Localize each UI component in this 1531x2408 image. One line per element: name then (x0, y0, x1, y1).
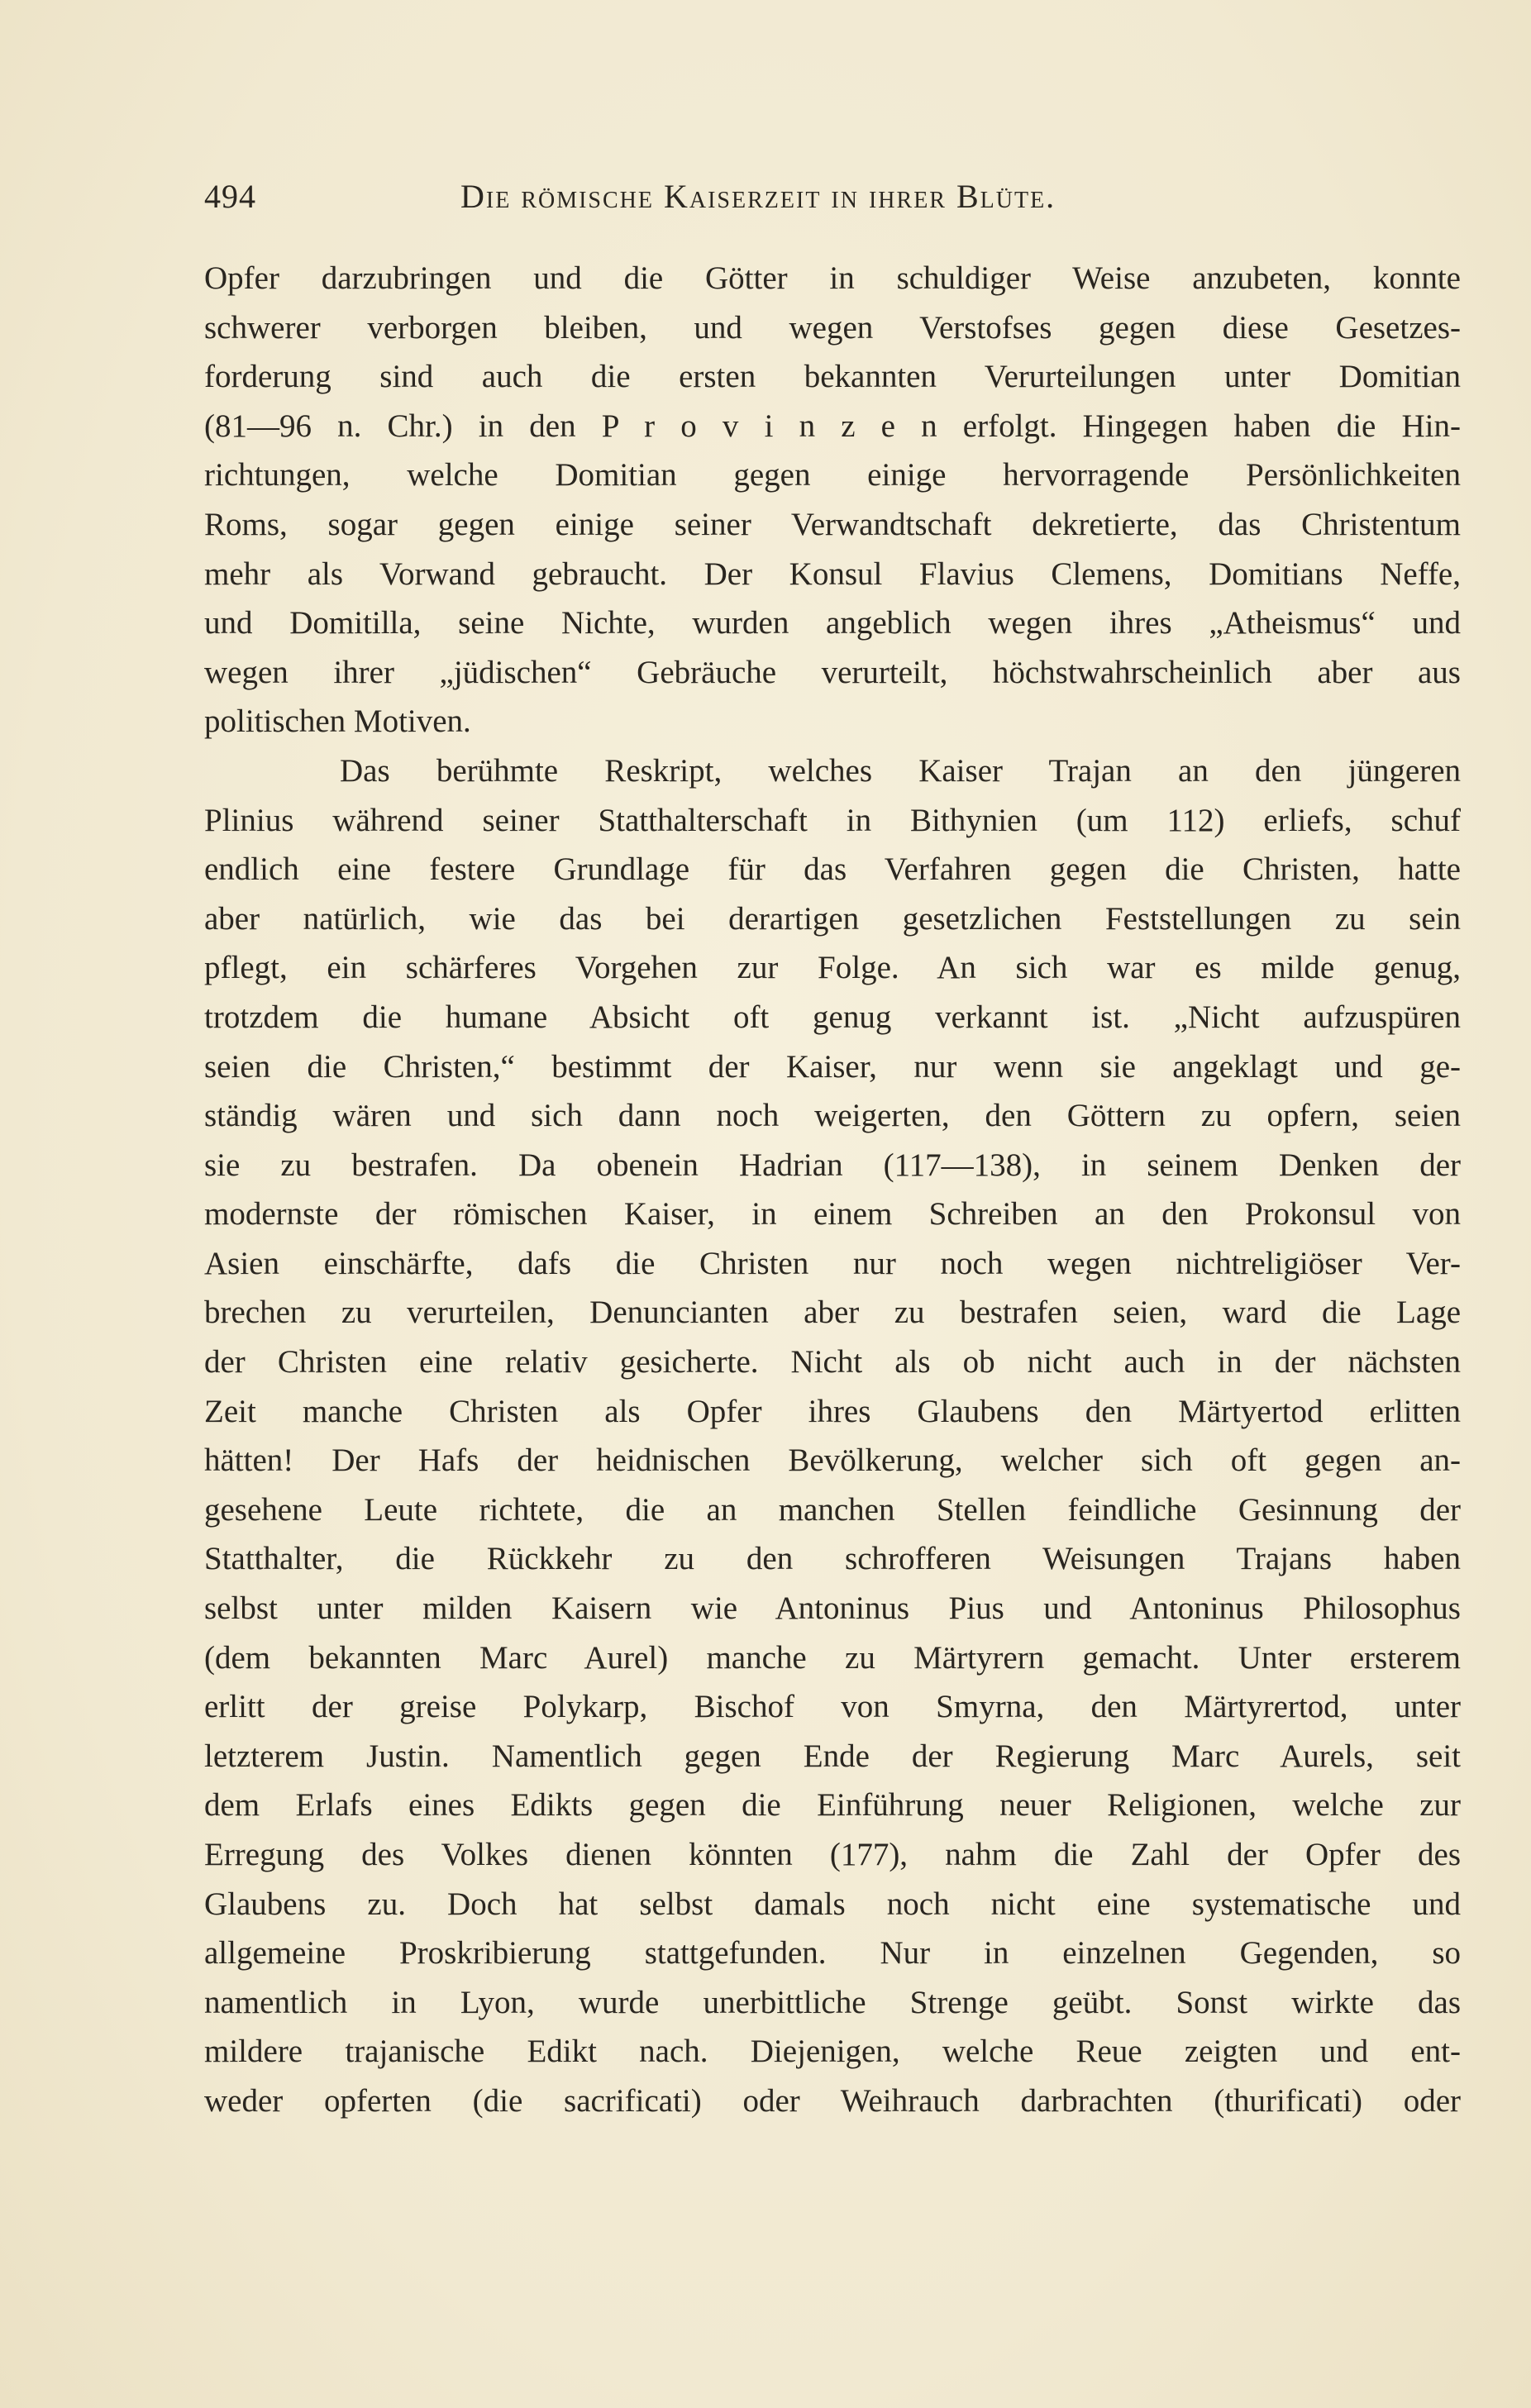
text-line: (81—96 n. Chr.) in den P r o v i n z e n erfolgt. Hingegen haben die Hin- (204, 408, 1461, 444)
text-line: pflegt, ein schärferes Vorgehen zur Folge. An sich war es milde genug, (204, 950, 1461, 986)
text-line: Statthalter, die Rückkehr zu den schrofferen Weisungen Trajans haben (204, 1541, 1461, 1577)
text-line: letzterem Justin. Namentlich gegen Ende der Regierung Marc Aurels, seit (204, 1738, 1461, 1774)
text-line: sie zu bestrafen. Da obenein Hadrian (117—138), in seinem Denken der (204, 1147, 1461, 1183)
text-line: hätten! Der Hafs der heidnischen Bevölkerung, welcher sich oft gegen an- (204, 1442, 1461, 1479)
text-line: Asien einschärfte, dafs die Christen nur noch wegen nichtreligiöser Ver- (204, 1245, 1461, 1281)
text-line: namentlich in Lyon, wurde unerbittliche Strenge geübt. Sonst wirkte das (204, 1984, 1461, 2020)
text-line: forderung sind auch die ersten bekannten Verurteilungen unter Domitian (204, 359, 1461, 395)
text-line: der Christen eine relativ gesicherte. Nicht als ob nicht auch in der nächsten (204, 1344, 1461, 1380)
text-line: wegen ihrer „jüdischen“ Gebräuche verurteilt, höchstwahrscheinlich aber aus (204, 654, 1461, 690)
text-line: gesehene Leute richtete, die an manchen Stellen feindliche Gesinnung der (204, 1491, 1461, 1528)
running-title: Die römische Kaiserzeit in ihrer Blüte. (460, 178, 1056, 215)
text-line: Zeit manche Christen als Opfer ihres Glaubens den Märtyertod erlitten (204, 1393, 1461, 1429)
text-line: ständig wären und sich dann noch weigerten, den Göttern zu opfern, seien (204, 1098, 1461, 1134)
text-line: Erregung des Volkes dienen könnten (177), nahm die Zahl der Opfer des (204, 1837, 1461, 1872)
text-line: mehr als Vorwand gebraucht. Der Konsul Flavius Clemens, Domitians Neffe, (204, 556, 1461, 592)
text-line: und Domitilla, seine Nichte, wurden angeblich wegen ihres „Atheismus“ und (204, 605, 1461, 641)
text-line: dem Erlafs eines Edikts gegen die Einführung neuer Religionen, welche zur (204, 1787, 1461, 1824)
text-line: trotzdem die humane Absicht oft genug verkannt ist. „Nicht aufzuspüren (204, 999, 1461, 1035)
text-line: allgemeine Proskribierung stattgefunden. Nur in einzelnen Gegenden, so (204, 1935, 1461, 1972)
page-header (204, 177, 1265, 218)
text-line: Plinius während seiner Statthalterschaft in Bithynien (um 112) erliefs, schuf (204, 802, 1461, 838)
text-line: richtungen, welche Domitian gegen einige hervorragende Persönlichkeiten (204, 457, 1461, 494)
text-line: politischen Motiven. (204, 703, 471, 740)
text-line: aber natürlich, wie das bei derartigen gesetzlichen Feststellungen zu sein (204, 900, 1461, 937)
page-number: 494 (204, 178, 256, 215)
text-line: selbst unter milden Kaisern wie Antoninus Pius und Antoninus Philosophus (204, 1590, 1461, 1627)
text-line: brechen zu verurteilen, Denuncianten aber zu bestrafen seien, ward die Lage (204, 1295, 1461, 1331)
body-text (204, 254, 1461, 2126)
paragraph-first-line: Das berühmte Reskript, welches Kaiser Trajan an den jüngeren (340, 752, 1461, 789)
text-line: mildere trajanische Edikt nach. Diejenigen, welche Reue zeigten und ent- (204, 2034, 1461, 2070)
text-line: schwerer verborgen bleiben, und wegen Verstofses gegen diese Gesetzes- (204, 309, 1461, 346)
text-line: Roms, sogar gegen einige seiner Verwandtschaft dekretierte, das Christentum (204, 506, 1461, 542)
text-line: modernste der römischen Kaiser, in einem Schreiben an den Prokonsul von (204, 1196, 1461, 1233)
text-line: Opfer darzubringen und die Götter in schuldiger Weise anzubeten, konnte (204, 260, 1461, 296)
text-line: erlitt der greise Polykarp, Bischof von Smyrna, den Märtyrertod, unter (204, 1689, 1461, 1725)
text-line: (dem bekannten Marc Aurel) manche zu Märtyrern gemacht. Unter ersterem (204, 1639, 1461, 1676)
text-line: seien die Christen,“ bestimmt der Kaiser, nur wenn sie angeklagt und ge- (204, 1048, 1461, 1085)
text-line: endlich eine festere Grundlage für das Verfahren gegen die Christen, hatte (204, 851, 1461, 888)
text-line: weder opferten (die sacrificati) oder Weihrauch darbrachten (thurificati) oder (204, 2082, 1461, 2119)
text-line: Glaubens zu. Doch hat selbst damals noch nicht eine systematische und (204, 1886, 1461, 1922)
